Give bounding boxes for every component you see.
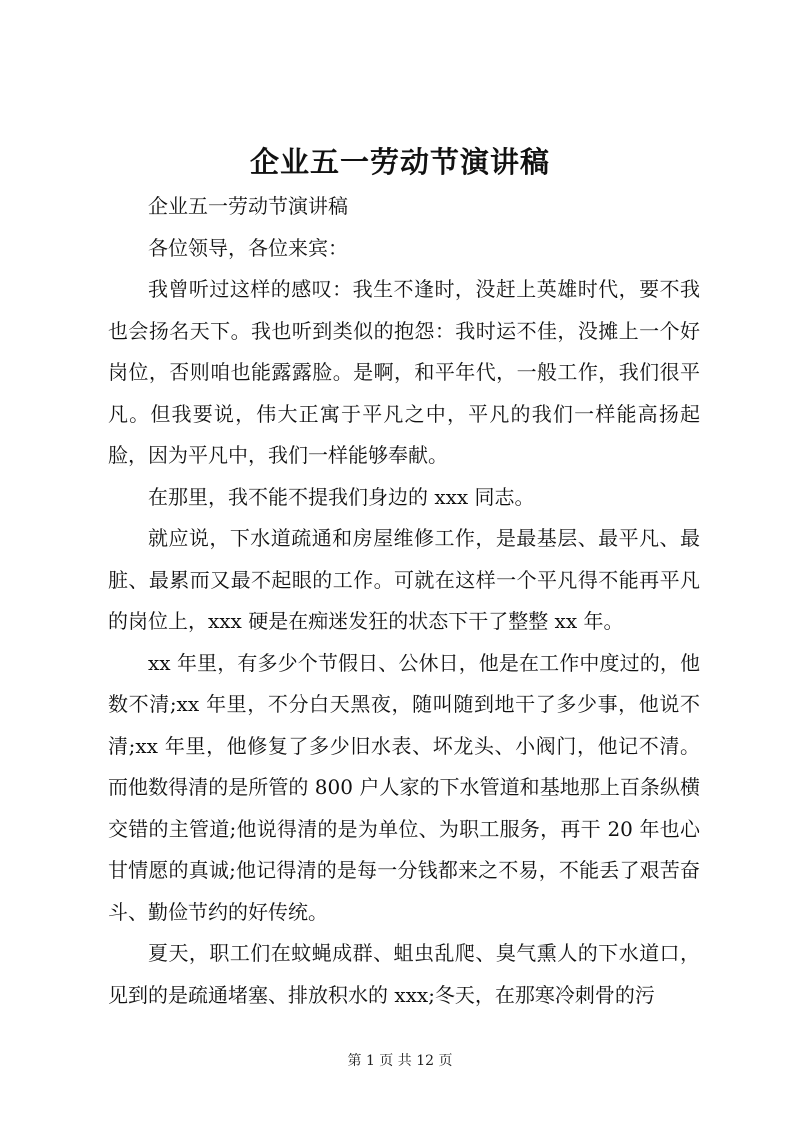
document-body	[108, 186, 700, 1016]
paragraph: 就应说，下水道疏通和房屋维修工作，是最基层、最平凡、最脏、最累而又最不起眼的工作。可就在这样一个平凡得不能再平凡的岗位上，xxx 硬是在痴迷发狂的状态下干了整整 xx 年。	[108, 526, 700, 633]
paragraph: xx 年里，有多少个节假日、公休日，他是在工作中度过的，他数不清;xx 年里，不分白天黑夜，随叫随到地干了多少事，他说不清;xx 年里，他修复了多少旧水表、坏龙头、小阀门，他记不清。而他数得清的是所管的 800 户人家的下水管道和基地那上百条纵横交错的主管道;他说得清的是为单位、为职工服务，再干 20 年也心甘情愿的真诚;他记得清的是每一分钱都来之不易，不能丢了艰苦奋斗、勤俭节约的好传统。	[108, 650, 700, 924]
paragraph: 我曾听过这样的感叹：我生不逢时，没赶上英雄时代，要不我也会扬名天下。我也听到类似的抱怨：我时运不佳，没摊上一个好岗位，否则咱也能露露脸。是啊，和平年代，一般工作，我们很平凡。但我要说，伟大正寓于平凡之中，平凡的我们一样能高扬起脸，因为平凡中，我们一样能够奉献。	[108, 277, 700, 467]
paragraph-subtitle: 企业五一劳动节演讲稿	[148, 194, 348, 218]
paragraph: 夏天，职工们在蚊蝇成群、蛆虫乱爬、臭气熏人的下水道口，见到的是疏通堵塞、排放积水的 xxx;冬天，在那寒冷刺骨的污	[108, 941, 700, 1007]
paragraph: 在那里，我不能不提我们身边的 xxx 同志。	[148, 484, 535, 509]
page-number-footer: 第 1 页 共 12 页	[347, 1053, 453, 1069]
paragraph-salutation: 各位领导，各位来宾：	[148, 235, 348, 260]
document-title: 企业五一劳动节演讲稿	[249, 145, 550, 179]
